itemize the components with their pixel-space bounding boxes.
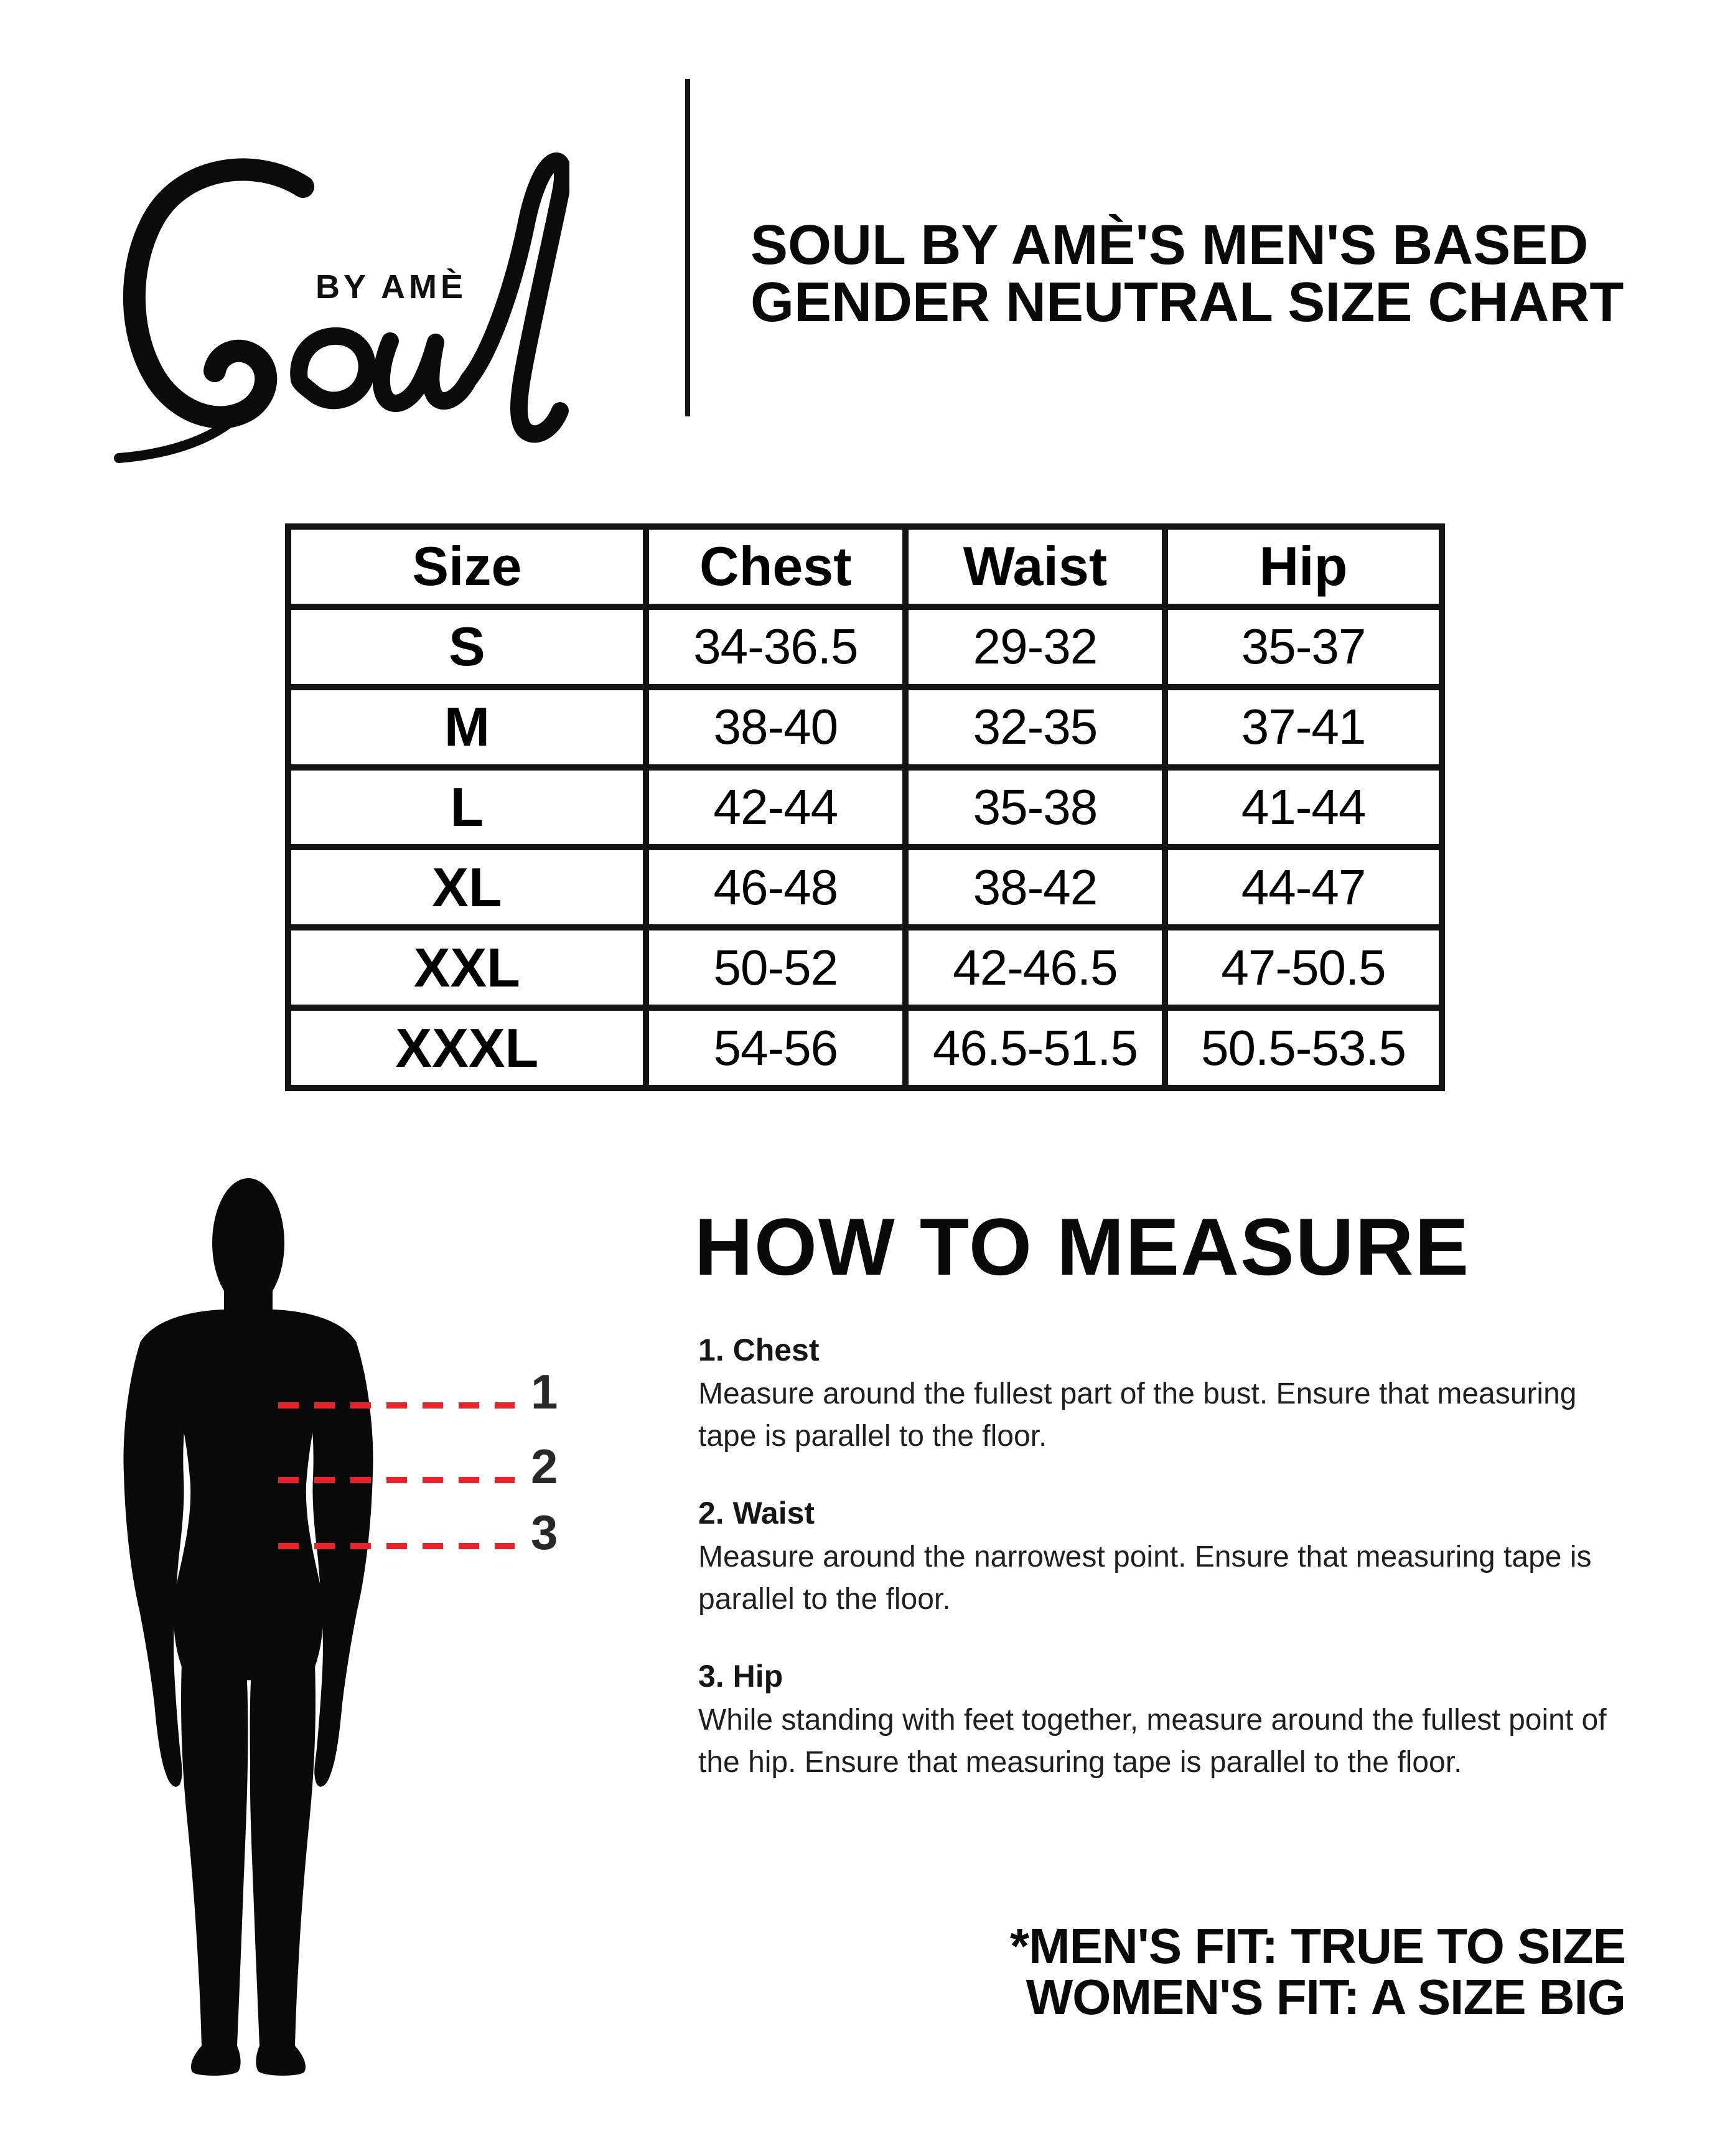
waist-value: 35-38 xyxy=(905,767,1165,848)
instruction-chest xyxy=(698,1332,1607,1458)
size-label: L xyxy=(288,767,646,848)
waist-value: 32-35 xyxy=(905,687,1165,767)
size-label: XXXL xyxy=(288,1008,646,1088)
chest-measure-line xyxy=(278,1402,515,1408)
hip-value: 50.5-53.5 xyxy=(1165,1008,1442,1088)
chest-value: 54-56 xyxy=(646,1008,905,1088)
table-row xyxy=(288,687,1442,767)
instruction-hip-title: 3. Hip xyxy=(698,1659,783,1694)
hip-value: 47-50.5 xyxy=(1165,927,1442,1008)
column-header-waist: Waist xyxy=(905,527,1165,607)
size-label: XXL xyxy=(288,927,646,1008)
table-row xyxy=(288,927,1442,1008)
hip-value: 41-44 xyxy=(1165,767,1442,848)
size-label: M xyxy=(288,687,646,767)
size-chart-table-wrap xyxy=(285,523,1445,1091)
instruction-chest-body: Measure around the fullest part of the bust. Ensure that measuring tape is parallel to the floor. xyxy=(698,1377,1577,1453)
figure-left-leg xyxy=(181,1662,248,2076)
page-title xyxy=(750,214,1696,334)
column-header-hip: Hip xyxy=(1165,527,1442,607)
page-title-line1: SOUL BY AMÈ'S MEN'S BASED xyxy=(750,214,1589,276)
instruction-waist-title: 2. Waist xyxy=(698,1496,815,1530)
table-header-row xyxy=(288,527,1442,607)
chest-value: 42-44 xyxy=(646,767,905,848)
column-header-size: Size xyxy=(288,527,646,607)
waist-value: 46.5-51.5 xyxy=(905,1008,1165,1088)
hip-value: 44-47 xyxy=(1165,847,1442,927)
instruction-hip xyxy=(698,1658,1607,1784)
size-chart-table xyxy=(285,523,1445,1091)
waist-line-label: 2 xyxy=(531,1439,558,1494)
body-silhouette xyxy=(118,1173,380,2076)
hip-value: 35-37 xyxy=(1165,607,1442,687)
fit-note-line2: WOMEN'S FIT: A SIZE BIG xyxy=(1026,1969,1625,2025)
waist-value: 38-42 xyxy=(905,847,1165,927)
column-header-chest: Chest xyxy=(646,527,905,607)
hip-value: 37-41 xyxy=(1165,687,1442,767)
fit-note xyxy=(716,1918,1625,2025)
table-row xyxy=(288,767,1442,848)
page-title-line2: GENDER NEUTRAL SIZE CHART xyxy=(750,271,1624,334)
table-row xyxy=(288,607,1442,687)
waist-value: 42-46.5 xyxy=(905,927,1165,1008)
table-row xyxy=(288,1008,1442,1088)
waist-value: 29-32 xyxy=(905,607,1165,687)
table-row xyxy=(288,847,1442,927)
size-label: S xyxy=(288,607,646,687)
header-divider xyxy=(685,79,690,416)
chest-value: 50-52 xyxy=(646,927,905,1008)
instruction-hip-body: While standing with feet together, measure around the fullest point of the hip. Ensure that measuring tape is parallel to the floor. xyxy=(698,1704,1607,1779)
chest-line-label: 1 xyxy=(531,1364,558,1419)
hip-measure-line xyxy=(278,1543,515,1549)
instruction-chest-title: 1. Chest xyxy=(698,1333,820,1367)
instruction-waist xyxy=(698,1495,1607,1621)
fit-note-line1: *MEN'S FIT: TRUE TO SIZE xyxy=(1009,1918,1625,1974)
instruction-waist-body: Measure around the narrowest point. Ensure that measuring tape is parallel to the floor. xyxy=(698,1540,1592,1616)
size-label: XL xyxy=(288,847,646,927)
chest-value: 46-48 xyxy=(646,847,905,927)
chest-value: 34-36.5 xyxy=(646,607,905,687)
how-to-measure-heading: HOW TO MEASURE xyxy=(694,1201,1470,1292)
logo-subtitle: BY AMÈ xyxy=(316,268,467,306)
hip-line-label: 3 xyxy=(531,1505,558,1560)
measure-instructions xyxy=(698,1332,1607,1821)
figure-right-leg xyxy=(250,1662,316,2076)
figure-left-arm xyxy=(123,1341,187,1787)
waist-measure-line xyxy=(278,1477,515,1483)
chest-value: 38-40 xyxy=(646,687,905,767)
brand-logo xyxy=(109,106,569,492)
